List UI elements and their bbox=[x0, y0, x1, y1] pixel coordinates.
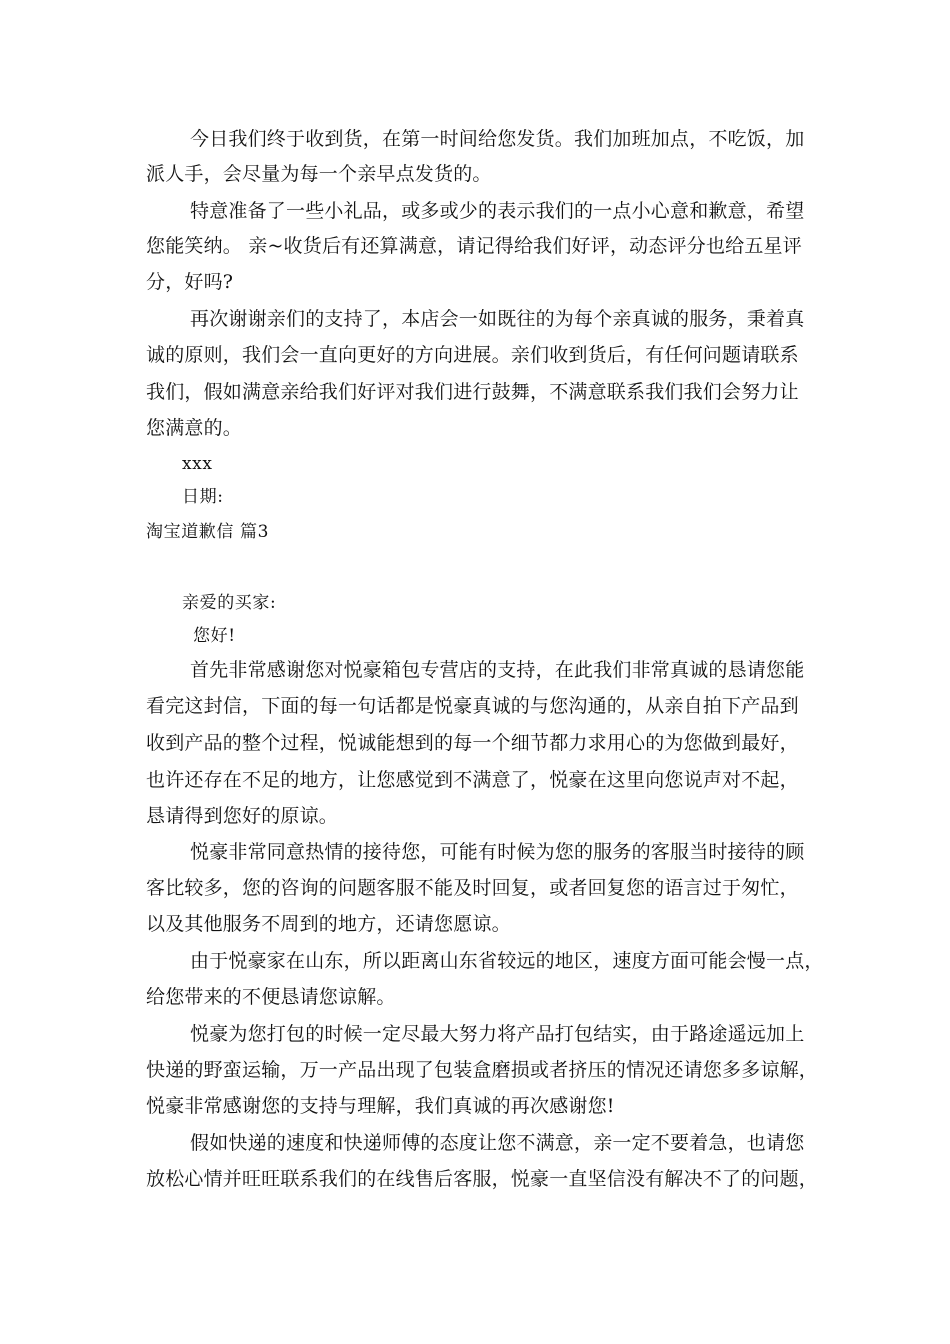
section-heading: 淘宝道歉信 篇3 bbox=[146, 522, 270, 542]
paragraph-line: 看完这封信，下面的每一句话都是悦豪真诚的与您沟通的，从亲自拍下产品到 bbox=[146, 695, 799, 717]
paragraph-line: 放松心情并旺旺联系我们的在线售后客服，悦豪一直坚信没有解决不了的问题， bbox=[146, 1168, 819, 1190]
paragraph-line: 以及其他服务不周到的地方，还请您愿谅。 bbox=[146, 913, 511, 935]
paragraph-line: 诚的原则，我们会一直向更好的方向进展。亲们收到货后，有任何问题请联系 bbox=[146, 344, 799, 366]
paragraph-line: 您能笑纳。 亲~收货后有还算满意，请记得给我们好评，动态评分也给五星评 bbox=[146, 235, 802, 257]
paragraph-line: 悦豪非常同意热情的接待您，可能有时候为您的服务的客服当时接待的顾 bbox=[190, 841, 805, 863]
paragraph-line: 今日我们终于收到货，在第一时间给您发货。我们加班加点，不吃饭，加 bbox=[190, 128, 805, 150]
paragraph-line: 我们，假如满意亲给我们好评对我们进行鼓舞，不满意联系我们我们会努力让 bbox=[146, 381, 799, 403]
greeting: 您好! bbox=[193, 626, 236, 646]
paragraph-line: 您满意的。 bbox=[146, 417, 243, 439]
paragraph-line: 客比较多，您的咨询的问题客服不能及时回复，或者回复您的语言过于匆忙， bbox=[146, 877, 799, 899]
paragraph-line: 悦豪为您打包的时候一定尽最大努力将产品打包结实，由于路途遥远加上 bbox=[190, 1023, 805, 1045]
paragraph-line: 特意准备了一些小礼品，或多或少的表示我们的一点小心意和歉意，希望 bbox=[190, 200, 805, 222]
salutation: 亲爱的买家: bbox=[182, 593, 277, 613]
paragraph-line: 由于悦豪家在山东，所以距离山东省较远的地区，速度方面可能会慢一点， bbox=[190, 950, 824, 972]
date-label: 日期: bbox=[182, 487, 224, 507]
paragraph-line: 收到产品的整个过程，悦诚能想到的每一个细节都力求用心的为您做到最好， bbox=[146, 732, 799, 754]
paragraph-line: 再次谢谢亲们的支持了，本店会一如既往的为每个亲真诚的服务，秉着真 bbox=[190, 308, 805, 330]
paragraph-line: 给您带来的不便恳请您谅解。 bbox=[146, 986, 396, 1008]
paragraph-line: 首先非常感谢您对悦豪箱包专营店的支持，在此我们非常真诚的恳请您能 bbox=[190, 659, 805, 681]
paragraph-line: 快递的野蛮运输，万一产品出现了包装盒磨损或者挤压的情况还请您多多谅解， bbox=[146, 1059, 819, 1081]
paragraph-line: 悦豪非常感谢您的支持与理解，我们真诚的再次感谢您! bbox=[146, 1095, 615, 1117]
paragraph-line: 也许还存在不足的地方，让您感觉到不满意了，悦豪在这里向您说声对不起， bbox=[146, 769, 799, 791]
paragraph-line: 恳请得到您好的原谅。 bbox=[146, 805, 339, 827]
paragraph-line: 假如快递的速度和快递师傅的态度让您不满意，亲一定不要着急，也请您 bbox=[190, 1132, 805, 1154]
paragraph-line: 派人手，会尽量为每一个亲早点发货的。 bbox=[146, 163, 492, 185]
paragraph-line: 分，好吗? bbox=[146, 271, 234, 293]
signature: xxx bbox=[182, 454, 213, 474]
